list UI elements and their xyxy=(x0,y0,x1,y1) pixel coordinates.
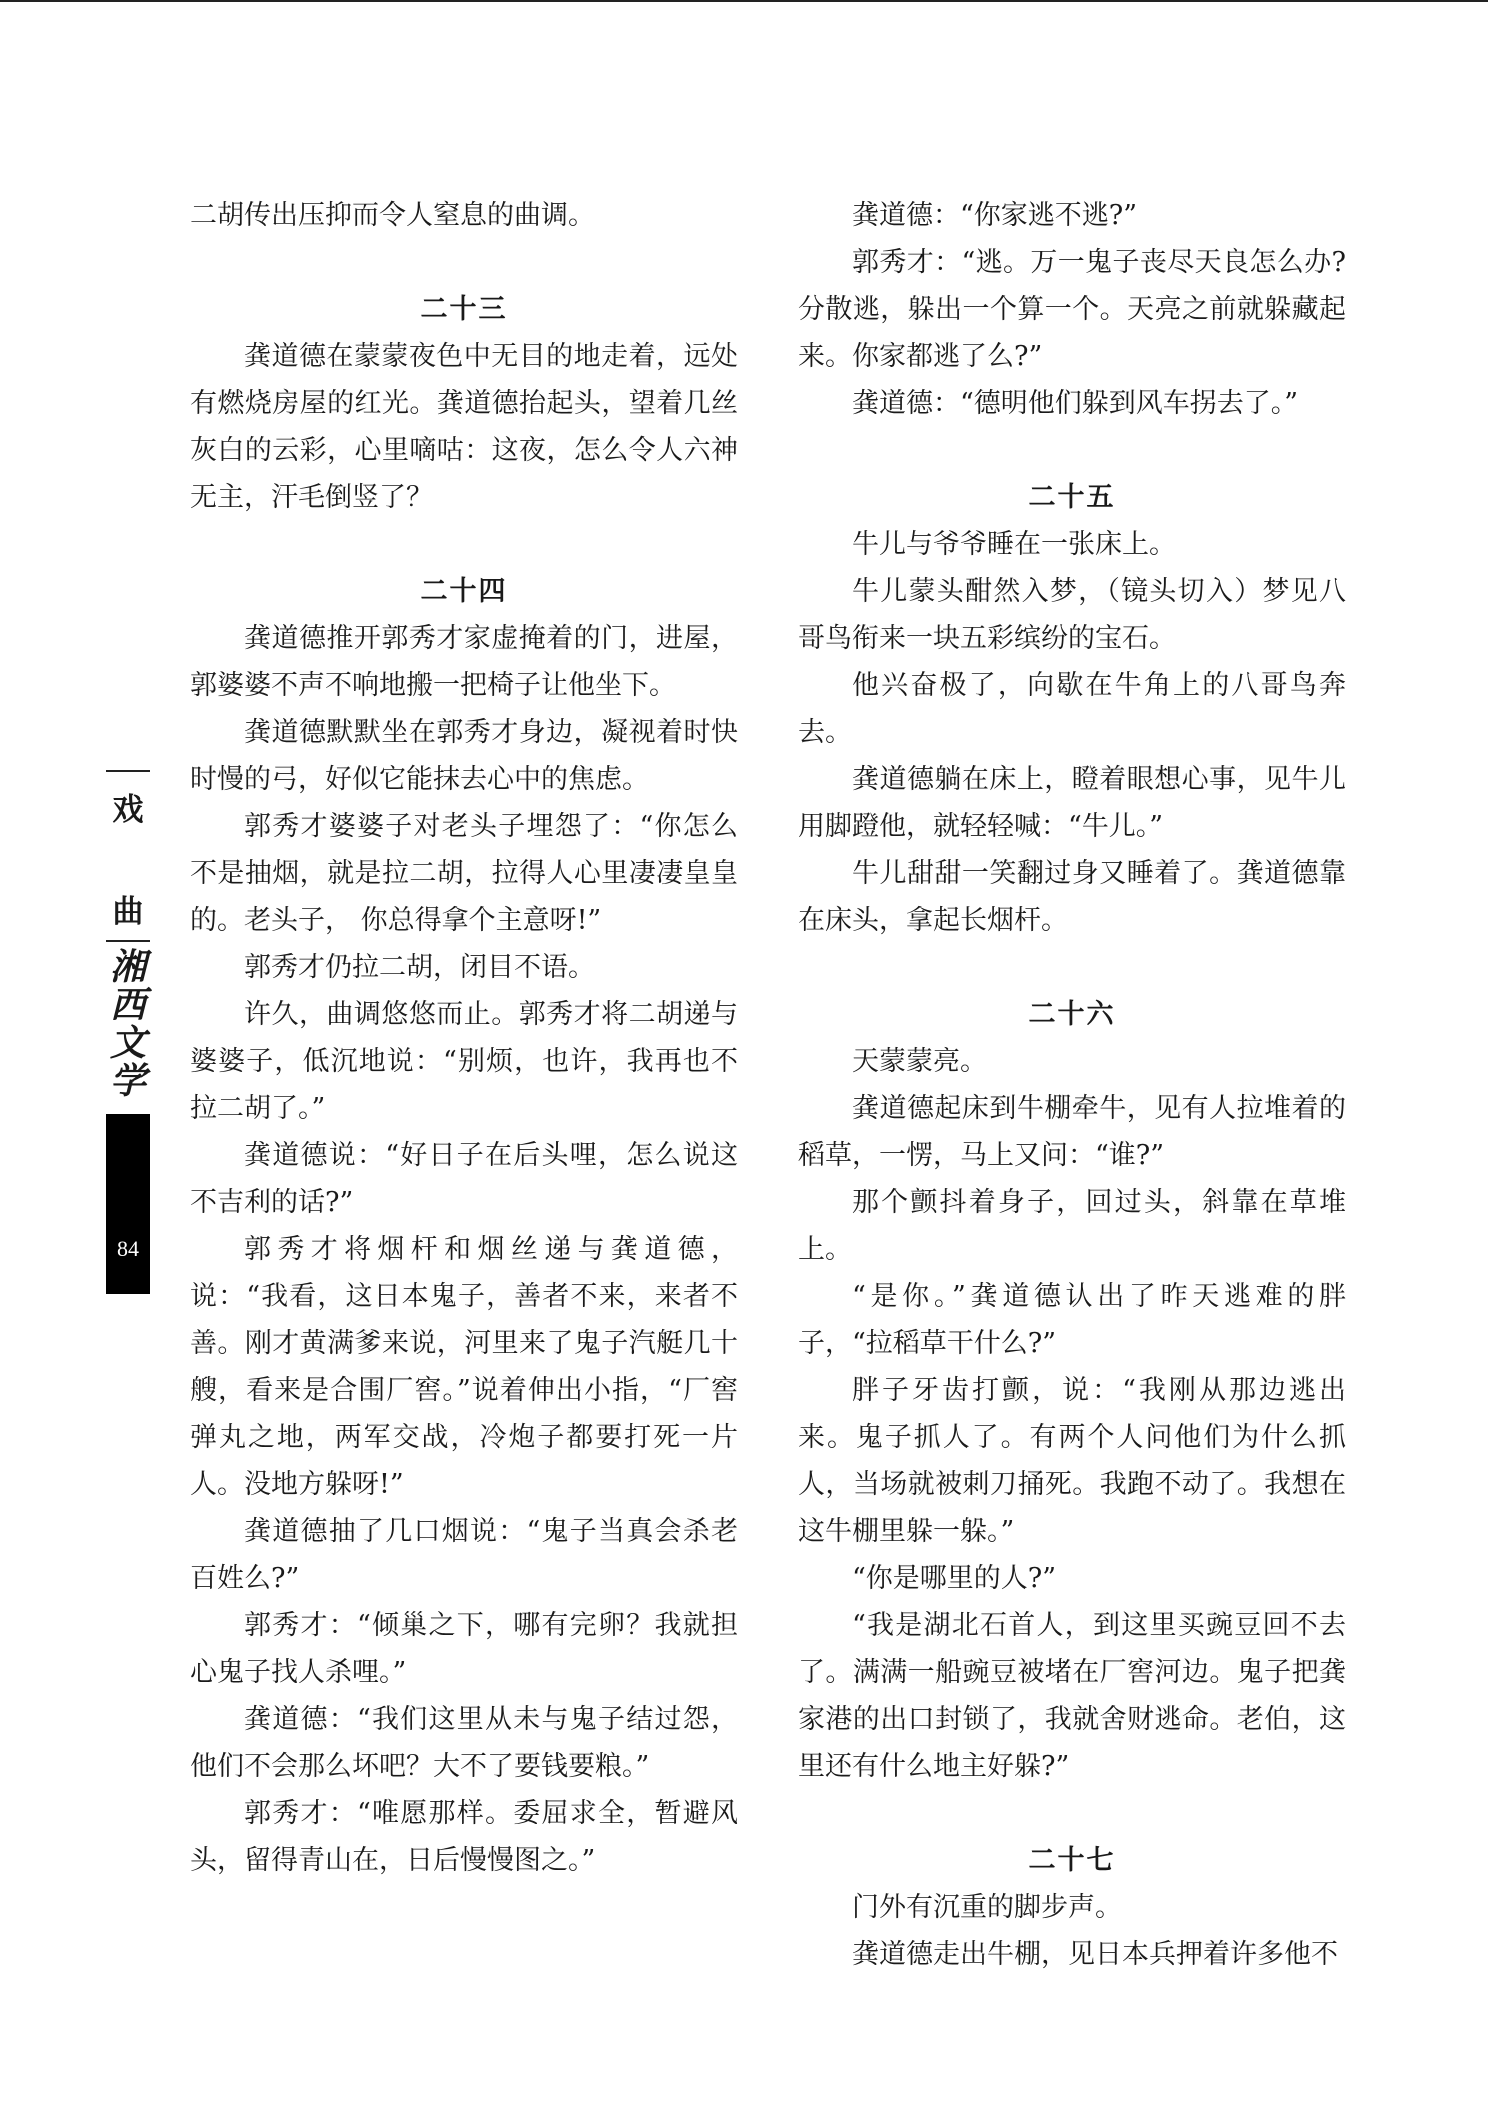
page-number: 84 xyxy=(117,1236,139,1261)
journal-logo-char: 文 xyxy=(109,1022,146,1064)
body-paragraph: 龚道德默默坐在郭秀才身边，凝视着时快时慢的弓，好似它能抹去心中的焦虑。 xyxy=(190,717,738,795)
body-paragraph: 郭秀才：“唯愿那样。委屈求全，暂避风头，留得青山在，日后慢慢图之。” xyxy=(190,1798,738,1876)
left-text-column xyxy=(190,192,738,1884)
body-paragraph: 龚道德在蒙蒙夜色中无目的地走着，远处有燃烧房屋的红光。龚道德抬起头，望着几丝灰白的云彩，心里嘀咕：这夜，怎么令人六神无主，汗毛倒竖了？ xyxy=(190,341,738,513)
section-heading: 二十七 xyxy=(1028,1845,1116,1876)
body-paragraph: 他兴奋极了，向歇在牛角上的八哥鸟奔去。 xyxy=(798,670,1346,748)
body-paragraph: 门外有沉重的脚步声。 xyxy=(852,1892,1122,1923)
journal-logo-char: 湘 xyxy=(109,946,146,988)
body-paragraph: 龚道德推开郭秀才家虚掩着的门，进屋，郭婆婆不声不响地搬一把椅子让他坐下。 xyxy=(190,623,738,701)
body-paragraph: 龚道德起床到牛棚牵牛，见有人拉堆着的稻草，一愣，马上又问：“谁?” xyxy=(798,1093,1346,1171)
body-paragraph: 龚道德抽了几口烟说：“鬼子当真会杀老百姓么?” xyxy=(190,1516,738,1594)
journal-logo xyxy=(106,948,150,1100)
body-paragraph: 龚道德：“德明他们躲到风车拐去了。” xyxy=(852,388,1299,419)
body-paragraph: “你是哪里的人?” xyxy=(852,1563,1057,1594)
page-number-tab xyxy=(106,1114,150,1294)
body-paragraph: 郭秀才仍拉二胡，闭目不语。 xyxy=(244,952,595,983)
body-paragraph: 龚道德躺在床上，瞪着眼想心事，见牛儿用脚蹬他，就轻轻喊：“牛儿。” xyxy=(798,764,1346,842)
body-paragraph: 郭秀才：“逃。万一鬼子丧尽天良怎么办?分散逃，躲出一个算一个。天亮之前就躲藏起来。你家都逃了么?” xyxy=(798,247,1346,372)
body-paragraph: 牛儿甜甜一笑翻过身又睡着了。龚道德靠在床头，拿起长烟杆。 xyxy=(798,858,1346,936)
journal-logo-char: 西 xyxy=(109,984,146,1026)
section-heading: 二十四 xyxy=(420,576,508,607)
body-paragraph: 龚道德说：“好日子在后头哩，怎么说这不吉利的话?” xyxy=(190,1140,738,1218)
section-label-char: 曲 xyxy=(112,894,144,930)
sidebar-rule-bottom xyxy=(106,940,150,942)
body-paragraph: 龚道德：“你家逃不逃?” xyxy=(852,200,1138,231)
section-heading: 二十五 xyxy=(1028,482,1116,513)
body-paragraph: 郭秀才婆婆子对老头子埋怨了：“你怎么不是抽烟，就是拉二胡，拉得人心里凄凄皇皇的。老头子， 你总得拿个主意呀!” xyxy=(190,811,738,936)
body-paragraph: 龚道德：“我们这里从未与鬼子结过怨，他们不会那么坏吧？大不了要钱要粮。” xyxy=(190,1704,738,1782)
top-border-rule xyxy=(0,0,1488,2)
body-paragraph: 那个颤抖着身子，回过头，斜靠在草堆上。 xyxy=(798,1187,1346,1265)
section-label-char: 戏 xyxy=(112,792,144,828)
body-paragraph: 牛儿蒙头酣然入梦，（镜头切入）梦见八哥鸟衔来一块五彩缤纷的宝石。 xyxy=(798,576,1346,654)
section-heading: 二十三 xyxy=(420,294,508,325)
body-paragraph: 天蒙蒙亮。 xyxy=(852,1046,987,1077)
body-paragraph: 龚道德走出牛棚，见日本兵押着许多他不 xyxy=(852,1939,1338,1970)
body-paragraph: “是你。”龚道德认出了昨天逃难的胖子，“拉稻草干什么?” xyxy=(798,1281,1346,1359)
right-text-column xyxy=(798,192,1346,1978)
journal-logo-char: 学 xyxy=(109,1060,146,1102)
body-paragraph: 二胡传出压抑而令人窒息的曲调。 xyxy=(190,200,595,231)
body-paragraph: 胖子牙齿打颤，说：“我刚从那边逃出来。鬼子抓人了。有两个人问他们为什么抓人，当场就被刺刀捅死。我跑不动了。我想在这牛棚里躲一躲。” xyxy=(798,1375,1346,1547)
body-paragraph: 郭秀才将烟杆和烟丝递与龚道德，说：“我看，这日本鬼子，善者不来，来者不善。刚才黄满爹来说，河里来了鬼子汽艇几十艘，看来是合围厂窖。”说着伸出小指，“厂窖弹丸之地，两军交战，冷炮子都要打死一片人。没地方躲呀!” xyxy=(190,1234,738,1500)
section-sidebar xyxy=(106,770,150,1294)
section-heading: 二十六 xyxy=(1028,999,1116,1030)
body-paragraph: 牛儿与爷爷睡在一张床上。 xyxy=(852,529,1176,560)
sidebar-rule-top xyxy=(106,770,150,772)
body-paragraph: 郭秀才：“倾巢之下，哪有完卵？我就担心鬼子找人杀哩。” xyxy=(190,1610,738,1688)
body-paragraph: “我是湖北石首人，到这里买豌豆回不去了。满满一船豌豆被堵在厂窖河边。鬼子把龚家港的出口封锁了，我就舍财逃命。老伯，这里还有什么地主好躲?” xyxy=(798,1610,1346,1782)
body-paragraph: 许久，曲调悠悠而止。郭秀才将二胡递与婆婆子，低沉地说：“别烦，也许，我再也不拉二胡了。” xyxy=(190,999,738,1124)
